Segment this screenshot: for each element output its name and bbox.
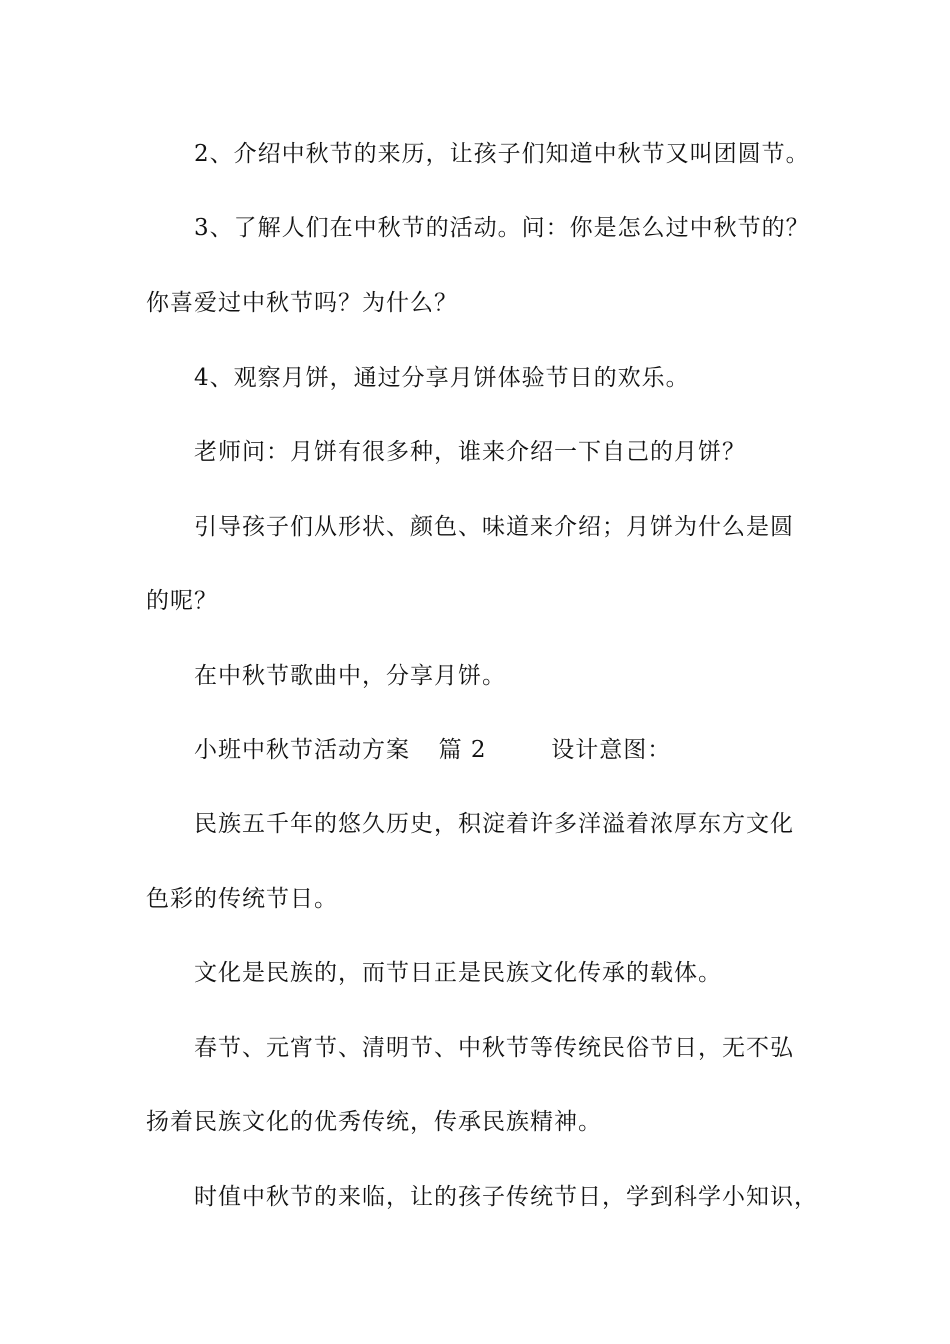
paragraph-line: 2、介绍中秋节的来历，让孩子们知道中秋节又叫团圆节。 (194, 141, 810, 167)
paragraph-line: 扬着民族文化的优秀传统，传承民族精神。 (146, 1109, 602, 1135)
paragraph-line: 色彩的传统节日。 (146, 886, 338, 912)
paragraph-line: 文化是民族的，而节日正是民族文化传承的载体。 (194, 960, 722, 986)
paragraph-line: 你喜爱过中秋节吗？为什么？ (146, 290, 458, 316)
heading-subtitle: 设计意图： (551, 737, 672, 763)
paragraph-line: 春节、元宵节、清明节、中秋节等传统民俗节日，无不弘 (194, 1035, 794, 1061)
heading-title: 小班中秋节活动方案 (194, 737, 410, 763)
paragraph-line: 时值中秋节的来临，让的孩子传统节日，学到科学小知识， (194, 1184, 818, 1210)
paragraph-line: 的呢？ (146, 588, 218, 614)
section-heading (0, 734, 950, 766)
paragraph-line: 引导孩子们从形状、颜色、味道来介绍；月饼为什么是圆 (194, 514, 794, 540)
paragraph-line: 老师问：月饼有很多种，谁来介绍一下自己的月饼？ (194, 439, 746, 465)
paragraph-line: 4、观察月饼，通过分享月饼体验节日的欢乐。 (194, 365, 690, 391)
paragraph-line: 在中秋节歌曲中，分享月饼。 (194, 663, 506, 689)
heading-part: 篇 2 (438, 737, 487, 763)
paragraph-line: 3、了解人们在中秋节的活动。问：你是怎么过中秋节的？ (194, 215, 810, 241)
paragraph-line: 民族五千年的悠久历史，积淀着许多洋溢着浓厚东方文化 (194, 811, 794, 837)
